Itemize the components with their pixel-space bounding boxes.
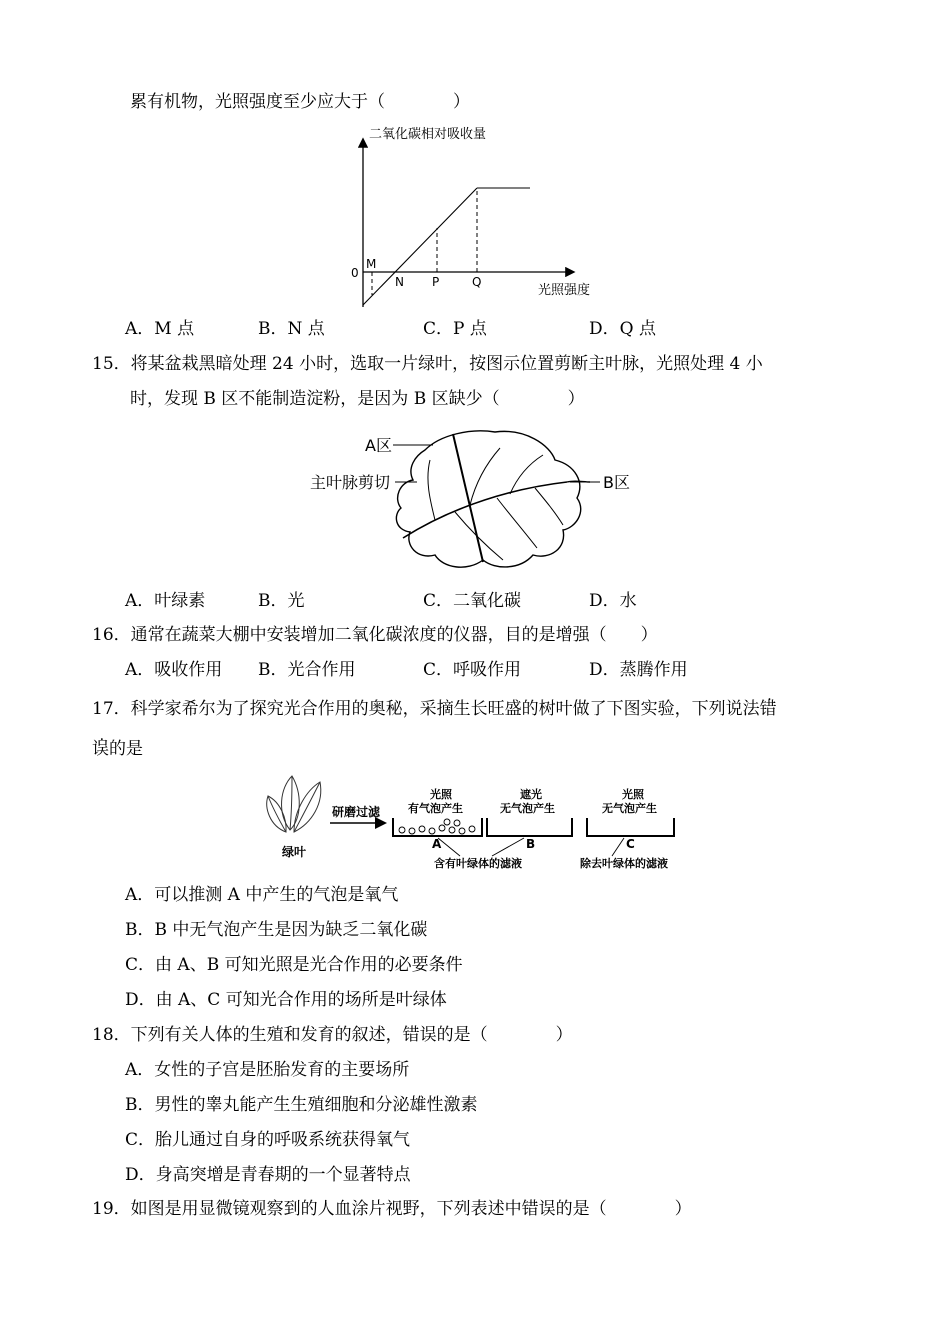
q17-option-c: C．由 A、B 可知光照是光合作用的必要条件 xyxy=(125,955,463,975)
q15-option-b: B．光 xyxy=(258,591,305,611)
leaf-vein xyxy=(497,498,537,548)
q17-experiment-figure xyxy=(262,768,692,873)
q15-option-c: C．二氧化碳 xyxy=(423,591,522,611)
q14-point-p: P xyxy=(432,275,440,289)
a-result: 有气泡产生 xyxy=(408,802,463,815)
pointer-c xyxy=(612,838,624,856)
q17-emphasis-char-2: 误 xyxy=(92,739,109,759)
q18-stem: 18．下列有关人体的生殖和发育的叙述，错误的是（ ） xyxy=(92,1025,573,1045)
c-filtrate-label: 除去叶绿体的滤液 xyxy=(580,857,668,870)
q14-origin-label: 0 xyxy=(351,266,359,280)
pointer-b xyxy=(492,838,524,856)
leaf-main-vein xyxy=(403,482,567,538)
q16-option-b: B．光合作用 xyxy=(258,660,356,680)
q14-option-a: A．M 点 xyxy=(125,319,195,339)
bubbles xyxy=(399,819,475,834)
q17-option-a: A．可以推测 A 中产生的气泡是氧气 xyxy=(125,885,399,905)
beaker-c xyxy=(587,818,674,836)
b-result: 无气泡产生 xyxy=(500,802,555,815)
label-b-zone: B区 xyxy=(603,473,630,492)
q14-stem-tail: 累有机物，光照强度至少应大于（ ） xyxy=(130,92,470,112)
b-condition-shade: 遮光 xyxy=(520,788,542,801)
q15-option-d: D．水 xyxy=(589,591,637,611)
beaker-b xyxy=(487,818,572,836)
q18-option-a: A．女性的子宫是胚胎发育的主要场所 xyxy=(125,1060,410,1080)
q17-stem-line1 xyxy=(92,698,777,720)
q15-option-a: A．叶绿素 xyxy=(125,591,206,611)
label-a-zone: A区 xyxy=(365,436,392,455)
q14-chart xyxy=(340,122,610,312)
q14-option-c: C．P 点 xyxy=(423,319,487,339)
leaf-label: 绿叶 xyxy=(282,845,307,859)
q17-stem-main: 17．科学家希尔为了探究光合作用的奥秘，采摘生长旺盛的树叶做了下图实验，下列说法 xyxy=(92,699,760,719)
leaf-vein xyxy=(428,460,435,520)
q17-option-d: D．由 A、C 可知光合作用的场所是叶绿体 xyxy=(125,990,447,1010)
q17-stem-line2 xyxy=(92,738,143,760)
q14-point-m: M xyxy=(366,257,377,271)
q14-point-q: Q xyxy=(472,275,482,289)
ab-filtrate-label: 含有叶绿体的滤液 xyxy=(434,857,522,870)
grind-filter-label: 研磨过滤 xyxy=(332,805,381,819)
c-condition-light: 光照 xyxy=(622,788,644,801)
q16-option-c: C．呼吸作用 xyxy=(423,660,522,680)
leaf-cut-line xyxy=(453,434,483,562)
a-condition-light: 光照 xyxy=(430,788,452,801)
beaker-b-label: B xyxy=(526,837,536,851)
beaker-c-label: C xyxy=(626,837,635,851)
q15-leaf-figure xyxy=(305,420,650,580)
pointer-a xyxy=(438,838,460,856)
q16-option-d: D．蒸腾作用 xyxy=(589,660,688,680)
q18-option-b: B．男性的睾丸能产生生殖细胞和分泌雄性激素 xyxy=(125,1095,478,1115)
q14-y-axis-label: 二氧化碳相对吸收量 xyxy=(369,127,487,142)
q15-stem-line1: 15．将某盆栽黑暗处理 24 小时，选取一片绿叶，按图示位置剪断主叶脉，光照处理 4 小 xyxy=(92,354,763,374)
q14-option-d: D．Q 点 xyxy=(589,319,656,339)
q17-option-b: B．B 中无气泡产生是因为缺乏二氧化碳 xyxy=(125,920,428,940)
leaf-vein xyxy=(535,488,563,525)
q19-stem: 19．如图是用显微镜观察到的人血涂片视野，下列表述中错误的是（ ） xyxy=(92,1199,692,1219)
beaker-a-label: A xyxy=(432,837,442,851)
label-main-vein-cut: 主叶脉剪切 xyxy=(310,473,391,492)
q18-option-c: C．胎儿通过自身的呼吸系统获得氧气 xyxy=(125,1130,411,1150)
q14-option-b: B．N 点 xyxy=(258,319,325,339)
q16-option-a: A．吸收作用 xyxy=(125,660,223,680)
q15-stem-line2: 时，发现 B 区不能制造淀粉，是因为 B 区缺少（ ） xyxy=(130,389,585,409)
q18-option-d: D．身高突增是青春期的一个显著特点 xyxy=(125,1165,411,1185)
leaf-vein xyxy=(455,512,503,560)
q14-curve-rise xyxy=(363,188,477,305)
q17-stem-rest: 的是 xyxy=(109,739,143,759)
leaves-icon xyxy=(267,776,321,832)
beaker-a xyxy=(393,818,482,836)
q14-x-axis-label: 光照强度 xyxy=(538,283,591,298)
q16-stem: 16．通常在蔬菜大棚中安装增加二氧化碳浓度的仪器，目的是增强（ ） xyxy=(92,625,658,645)
q17-emphasis-char-1: 错 xyxy=(759,699,777,719)
c-result: 无气泡产生 xyxy=(602,802,657,815)
q14-point-n: N xyxy=(395,275,404,289)
